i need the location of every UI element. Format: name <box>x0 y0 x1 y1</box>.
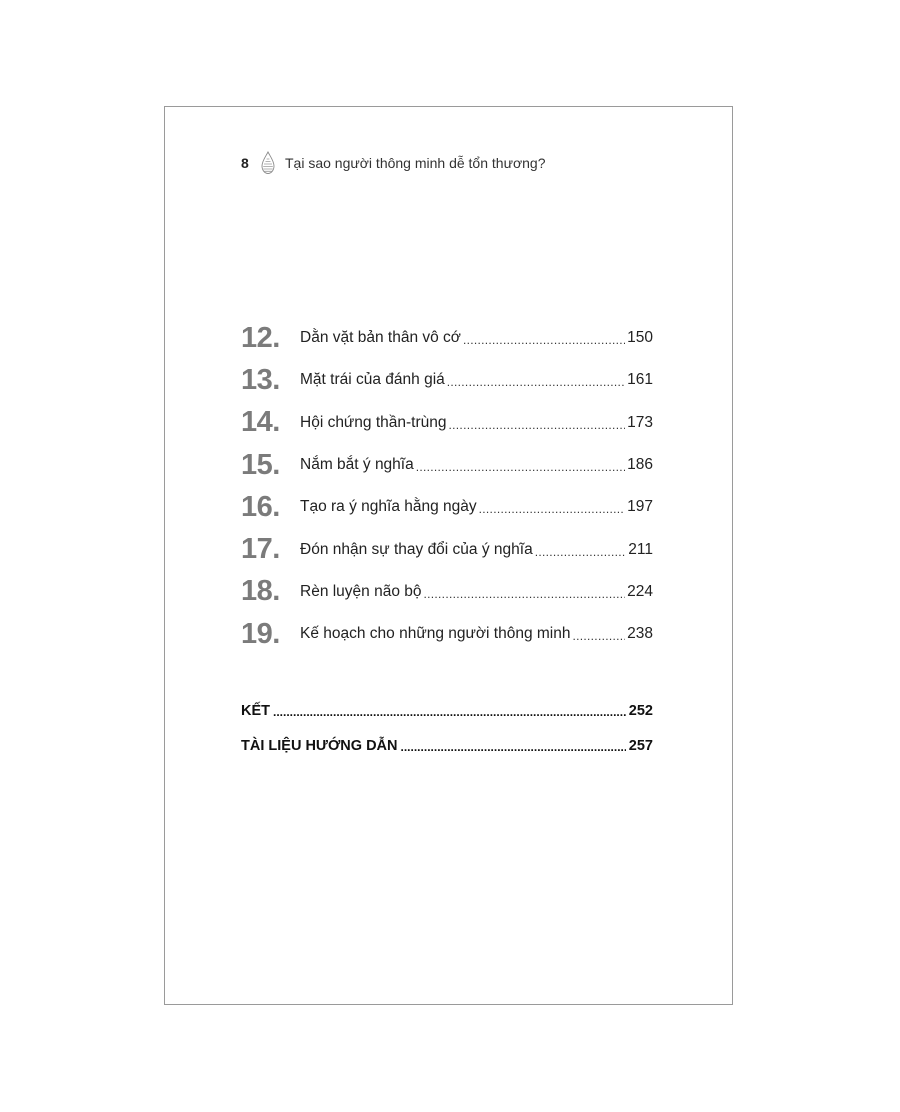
chapter-number: 19. <box>241 617 280 650</box>
dot-leader <box>424 587 626 601</box>
back-matter-page: 257 <box>628 737 653 754</box>
page-header <box>241 151 545 175</box>
dot-leader <box>449 418 626 432</box>
chapter-title: Đón nhận sự thay đổi của ý nghĩa <box>300 540 533 558</box>
dot-leader <box>463 333 625 347</box>
table-of-contents <box>241 317 653 655</box>
back-matter-title: TÀI LIỆU HƯỚNG DẪN <box>241 737 398 754</box>
chapter-number: 15. <box>241 448 280 481</box>
toc-entry[interactable] <box>241 359 653 401</box>
dot-leader <box>416 460 625 474</box>
back-matter-entry[interactable] <box>241 728 653 763</box>
dot-leader <box>535 545 627 559</box>
toc-entry[interactable] <box>241 613 653 655</box>
running-title: Tại sao người thông minh dễ tổn thương? <box>285 155 546 171</box>
back-matter-page: 252 <box>628 702 653 719</box>
back-matter-entry[interactable] <box>241 693 653 728</box>
chapter-number: 18. <box>241 575 280 608</box>
chapter-number: 13. <box>241 363 280 396</box>
toc-entry[interactable] <box>241 444 653 486</box>
chapter-page: 173 <box>627 413 653 431</box>
page-number: 8 <box>241 155 249 171</box>
chapter-number: 14. <box>241 406 280 439</box>
chapter-page: 150 <box>627 329 653 347</box>
chapter-page: 186 <box>627 456 653 474</box>
chapter-number: 16. <box>241 490 280 523</box>
chapter-title: Rèn luyện não bộ <box>300 582 422 600</box>
chapter-title: Mặt trái của đánh giá <box>300 371 445 389</box>
chapter-title: Kế hoạch cho những người thông minh <box>300 625 571 643</box>
back-matter-title: KẾT <box>241 702 270 719</box>
chapter-page: 211 <box>628 540 653 558</box>
toc-entry[interactable] <box>241 571 653 613</box>
toc-entry[interactable] <box>241 486 653 528</box>
dot-leader <box>479 502 625 516</box>
chapter-page: 161 <box>627 371 653 389</box>
chapter-title: Nắm bắt ý nghĩa <box>300 456 414 474</box>
chapter-number: 12. <box>241 321 280 354</box>
dot-leader <box>573 629 626 643</box>
dot-leader <box>447 375 625 389</box>
toc-entry[interactable] <box>241 528 653 570</box>
chapter-title: Hội chứng thần-trùng <box>300 413 447 431</box>
chapter-number: 17. <box>241 533 280 566</box>
dot-leader <box>273 705 626 719</box>
chapter-page: 197 <box>627 498 653 516</box>
toc-entry[interactable] <box>241 317 653 359</box>
back-matter <box>241 693 653 763</box>
book-page <box>164 106 733 1005</box>
chapter-page: 238 <box>627 625 653 643</box>
chapter-title: Dằn vặt bản thân vô cớ <box>300 329 461 347</box>
toc-entry[interactable] <box>241 402 653 444</box>
chapter-page: 224 <box>627 582 653 600</box>
droplet-ornament-icon <box>259 151 277 175</box>
chapter-title: Tạo ra ý nghĩa hằng ngày <box>300 498 477 516</box>
dot-leader <box>401 740 626 754</box>
